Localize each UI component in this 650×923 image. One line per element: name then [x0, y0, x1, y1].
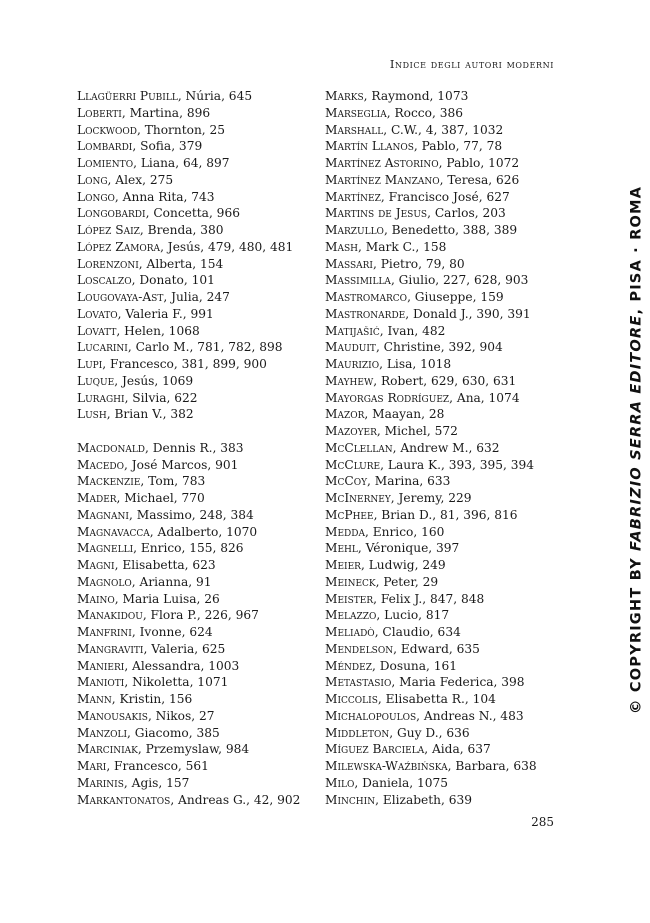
index-entry — [77, 105, 322, 122]
author-surname: Michalopoulos — [325, 708, 417, 723]
running-header: Indice degli autori moderni — [389, 57, 554, 71]
index-entry — [77, 607, 322, 624]
author-details: , Daniela, 1075 — [354, 775, 449, 790]
index-entry — [325, 741, 570, 758]
author-surname: Marshall — [325, 122, 384, 137]
index-entry — [325, 155, 570, 172]
index-entry — [325, 658, 570, 675]
author-details: , Agis, 157 — [123, 775, 190, 790]
author-details: , Aida, 637 — [424, 742, 491, 757]
index-entry — [77, 406, 322, 423]
author-details: , Silvia, 622 — [124, 390, 198, 405]
author-surname: Lombardi — [77, 139, 133, 154]
copyright-suffix: , PISA · ROMA — [627, 185, 645, 315]
author-surname: Magnavacca — [77, 524, 150, 539]
index-entry — [325, 540, 570, 557]
author-surname: Mazor — [325, 407, 365, 422]
author-surname: McCoy — [325, 474, 368, 489]
index-entry — [77, 289, 322, 306]
author-details: , Nikos, 27 — [147, 708, 215, 723]
author-surname: Matijašić — [325, 323, 380, 338]
index-entry — [325, 289, 570, 306]
author-surname: Medda — [325, 524, 365, 539]
index-entry — [77, 272, 322, 289]
author-details: , Przemyslaw, 984 — [137, 742, 250, 757]
index-entry — [77, 88, 322, 105]
index-entry — [325, 792, 570, 809]
index-entry — [325, 457, 570, 474]
author-details: , Ivan, 482 — [379, 323, 446, 338]
author-surname: McClure — [325, 457, 381, 472]
index-entry — [77, 524, 322, 541]
author-surname: Mader — [77, 491, 117, 505]
author-surname: Lorenzoni — [77, 256, 139, 271]
index-entry — [325, 172, 570, 189]
author-surname: Magnani — [77, 507, 129, 522]
index-entry — [77, 691, 322, 708]
author-details: , Pablo, 1072 — [438, 156, 520, 170]
index-entry — [77, 641, 322, 658]
author-details: , Lisa, 1018 — [379, 357, 452, 371]
author-details: , Peter, 29 — [375, 574, 439, 589]
index-entry — [325, 557, 570, 574]
index-entry — [77, 792, 322, 809]
author-surname: Martínez Astorino — [325, 156, 439, 170]
author-details: , Alex, 275 — [107, 172, 174, 187]
author-details: , Ana, 1074 — [449, 390, 520, 405]
index-entry — [325, 641, 570, 658]
index-entry — [325, 138, 570, 155]
author-surname: Magni — [77, 558, 115, 572]
author-details: , Massimo, 248, 384 — [128, 507, 254, 522]
author-details: , Guy D., 636 — [389, 725, 470, 740]
author-details: , Brian D., 81, 396, 816 — [373, 507, 518, 522]
author-surname: Massimilla — [325, 273, 391, 288]
author-details: , Andreas N., 483 — [416, 708, 524, 723]
index-entry — [77, 540, 322, 557]
author-surname: Manakidou — [77, 608, 143, 623]
author-details: , Arianna, 91 — [131, 574, 212, 589]
index-entry — [325, 205, 570, 222]
index-entry — [77, 557, 322, 574]
author-details: , Martina, 896 — [121, 105, 211, 120]
author-surname: Mastronarde — [325, 306, 406, 321]
index-entry — [325, 574, 570, 591]
index-entry — [325, 339, 570, 356]
author-details: , Donato, 101 — [131, 273, 215, 288]
index-entry — [77, 306, 322, 323]
author-surname: Mash — [325, 239, 358, 254]
author-surname: Macdonald — [77, 440, 146, 455]
author-surname: Lush — [77, 407, 107, 422]
author-details: , Kristin, 156 — [111, 692, 193, 706]
copyright-publisher: FABRIZIO SERRA EDITORE — [627, 314, 645, 551]
section-gap — [77, 423, 322, 440]
author-surname: Manfrini — [77, 625, 132, 639]
author-surname: Loscalzo — [77, 273, 132, 288]
author-details: , Brenda, 380 — [139, 223, 224, 237]
author-surname: Longobardi — [77, 206, 146, 221]
page-number: 285 — [531, 815, 554, 829]
author-details: , Julia, 247 — [163, 290, 230, 304]
author-details: , Benedetto, 388, 389 — [383, 223, 518, 237]
index-entry — [77, 222, 322, 239]
index-entry — [325, 624, 570, 641]
author-details: , Elisabetta R., 104 — [377, 692, 496, 706]
author-surname: Martín Llanos — [325, 139, 414, 154]
author-surname: Míguez Barciela — [325, 742, 425, 757]
author-details: , Raymond, 1073 — [363, 89, 469, 103]
author-surname: Mendelson — [325, 641, 394, 656]
author-details: , Carlo M., 781, 782, 898 — [127, 340, 283, 355]
author-details: , Francesco, 561 — [106, 759, 209, 773]
author-details: , Giacomo, 385 — [127, 725, 220, 740]
author-details: , Pablo, 77, 78 — [413, 139, 503, 154]
author-surname: Mayhew — [325, 373, 374, 388]
index-entry — [325, 122, 570, 139]
author-details: , Felix J., 847, 848 — [373, 591, 485, 606]
author-surname: Manousakis — [77, 708, 148, 723]
index-entry — [77, 172, 322, 189]
author-details: , Marina, 633 — [367, 474, 451, 489]
author-details: , Jesús, 479, 480, 481 — [160, 239, 294, 254]
author-surname: Mayorgas Rodríguez — [325, 390, 450, 405]
index-entry — [77, 624, 322, 641]
author-surname: Mehl — [325, 541, 358, 556]
author-surname: Lucarini — [77, 340, 128, 355]
author-details: , José Marcos, 901 — [124, 457, 239, 472]
author-details: , Jesús, 1069 — [114, 373, 194, 388]
author-surname: Lockwood — [77, 122, 137, 137]
author-details: , Barbara, 638 — [447, 759, 537, 773]
index-entry — [325, 691, 570, 708]
index-entry — [77, 356, 322, 373]
author-surname: Markantonatos — [77, 792, 171, 807]
author-surname: Maurizio — [325, 357, 380, 371]
author-details: , Teresa, 626 — [439, 172, 520, 187]
index-entry — [325, 524, 570, 541]
author-details: , Anna Rita, 743 — [114, 189, 215, 204]
index-entry — [325, 607, 570, 624]
author-surname: McClellan — [325, 440, 393, 455]
author-details: , Francisco José, 627 — [380, 189, 510, 204]
index-entry — [77, 574, 322, 591]
index-entry — [77, 239, 322, 256]
author-surname: Marzullo — [325, 223, 384, 237]
index-entry — [77, 658, 322, 675]
author-surname: López Zamora — [77, 239, 161, 254]
author-details: , Helen, 1068 — [116, 323, 200, 338]
author-surname: Lougovaya-Ast — [77, 290, 164, 304]
index-entry — [325, 272, 570, 289]
index-entry — [325, 323, 570, 340]
author-surname: Mazoyer — [325, 424, 377, 438]
index-entry — [77, 775, 322, 792]
author-details: , Ludwig, 249 — [360, 558, 446, 572]
author-surname: Méndez — [325, 658, 372, 673]
author-surname: Meliadò — [325, 625, 375, 639]
author-details: , Edward, 635 — [393, 641, 480, 656]
author-details: , Laura K., 393, 395, 394 — [380, 457, 535, 472]
author-details: , Francesco, 381, 899, 900 — [102, 357, 267, 371]
author-surname: Mauduit — [325, 340, 376, 355]
author-surname: Mastromarco — [325, 290, 408, 304]
author-surname: Milo — [325, 775, 355, 790]
index-entry — [77, 674, 322, 691]
author-details: , Valeria F., 991 — [117, 306, 214, 321]
author-surname: Middleton — [325, 725, 390, 740]
index-entry — [325, 239, 570, 256]
author-surname: Long — [77, 172, 108, 187]
index-entry — [325, 373, 570, 390]
author-surname: Martínez — [325, 189, 381, 204]
index-entry — [77, 507, 322, 524]
author-details: , Nikoletta, 1071 — [124, 675, 229, 690]
author-surname: Luque — [77, 373, 115, 388]
author-surname: Mackenzie — [77, 474, 141, 489]
author-details: , Pietro, 79, 80 — [372, 256, 465, 271]
author-details: , Alberta, 154 — [138, 256, 224, 271]
index-entry — [325, 306, 570, 323]
author-details: , Liana, 64, 897 — [133, 156, 230, 170]
author-surname: Marseglia — [325, 105, 387, 120]
author-details: , Robert, 629, 630, 631 — [373, 373, 517, 388]
index-entry — [325, 88, 570, 105]
author-details: , Thornton, 25 — [136, 122, 226, 137]
author-surname: Metastasio — [325, 675, 392, 690]
author-details: , Adalberto, 1070 — [149, 524, 258, 539]
author-details: , Dennis R., 383 — [145, 440, 244, 455]
index-entry — [325, 507, 570, 524]
author-details: , Michael, 770 — [116, 491, 205, 505]
author-details: , Carlos, 203 — [427, 206, 506, 221]
author-surname: Marks — [325, 89, 364, 103]
author-surname: Minchin — [325, 792, 376, 807]
index-entry — [325, 189, 570, 206]
author-details: , Maria Federica, 398 — [391, 675, 525, 690]
index-entry — [325, 775, 570, 792]
index-entry — [325, 356, 570, 373]
index-entry — [77, 741, 322, 758]
index-entry — [325, 256, 570, 273]
index-entry — [77, 440, 322, 457]
author-surname: Luraghi — [77, 390, 125, 405]
author-surname: Mann — [77, 692, 112, 706]
index-entry — [325, 674, 570, 691]
author-surname: López Saiz — [77, 223, 140, 237]
author-surname: Lovatt — [77, 323, 117, 338]
author-surname: McPhee — [325, 507, 374, 522]
author-details: , Véronique, 397 — [357, 541, 460, 556]
author-surname: Milewska-Waźbińska — [325, 759, 448, 773]
author-details: , Andreas G., 42, 902 — [170, 792, 301, 807]
author-details: , C.W., 4, 387, 1032 — [383, 122, 504, 137]
index-entry — [77, 457, 322, 474]
author-details: , Sofia, 379 — [132, 139, 203, 154]
author-surname: Miccolis — [325, 692, 378, 706]
index-entry — [77, 323, 322, 340]
author-surname: Lovato — [77, 306, 118, 321]
author-surname: McInerney — [325, 491, 391, 505]
author-surname: Maino — [77, 591, 115, 606]
author-surname: Mari — [77, 759, 107, 773]
author-details: , Elizabeth, 639 — [375, 792, 472, 807]
author-surname: Martins de Jesus — [325, 206, 428, 221]
author-surname: Magnolo — [77, 574, 132, 589]
author-details: , Christine, 392, 904 — [375, 340, 503, 355]
index-entry — [325, 423, 570, 440]
index-entry — [77, 725, 322, 742]
author-surname: Martínez Manzano — [325, 172, 440, 187]
index-entry — [325, 490, 570, 507]
author-details: , Donald J., 390, 391 — [405, 306, 531, 321]
author-details: , Núria, 645 — [177, 89, 253, 103]
index-entry — [77, 122, 322, 139]
author-surname: Longo — [77, 189, 115, 204]
author-details: , Rocco, 386 — [386, 105, 463, 120]
index-entry — [325, 725, 570, 742]
author-surname: Marinis — [77, 775, 124, 790]
author-details: , Elisabetta, 623 — [114, 558, 216, 572]
author-details: , Tom, 783 — [140, 474, 206, 489]
index-entry — [77, 758, 322, 775]
index-entry — [325, 105, 570, 122]
copyright-notice — [628, 186, 645, 714]
index-column-left — [77, 88, 322, 808]
index-entry — [77, 256, 322, 273]
author-surname: Magnelli — [77, 541, 134, 556]
author-details: , Maayan, 28 — [364, 407, 445, 422]
author-details: , Alessandra, 1003 — [124, 658, 240, 673]
index-entry — [77, 339, 322, 356]
author-details: , Concetta, 966 — [145, 206, 240, 221]
index-entry — [77, 155, 322, 172]
author-details: , Maria Luisa, 26 — [114, 591, 220, 606]
author-surname: Manzoli — [77, 725, 128, 740]
index-entry — [325, 591, 570, 608]
index-entry — [77, 708, 322, 725]
author-details: , Jeremy, 229 — [390, 491, 472, 505]
author-details: , Valeria, 625 — [143, 641, 226, 656]
author-surname: Manieri — [77, 658, 125, 673]
index-entry — [325, 758, 570, 775]
author-details: , Enrico, 160 — [364, 524, 445, 539]
author-details: , Mark C., 158 — [358, 239, 447, 254]
index-entry — [77, 205, 322, 222]
index-entry — [77, 373, 322, 390]
author-surname: Meister — [325, 591, 374, 606]
index-entry — [77, 138, 322, 155]
index-entry — [77, 490, 322, 507]
index-entry — [325, 708, 570, 725]
index-entry — [77, 473, 322, 490]
author-details: , Andrew M., 632 — [392, 440, 500, 455]
author-details: , Claudio, 634 — [374, 625, 461, 639]
author-surname: Lomiento — [77, 156, 134, 170]
author-surname: Lupi — [77, 357, 103, 371]
author-surname: Meineck — [325, 574, 376, 589]
author-details: , Dosuna, 161 — [371, 658, 458, 673]
author-details: , Michel, 572 — [376, 424, 458, 438]
index-entry — [77, 189, 322, 206]
author-surname: Massari — [325, 256, 373, 271]
index-entry — [77, 591, 322, 608]
index-entry — [325, 406, 570, 423]
author-details: , Flora P., 226, 967 — [142, 608, 259, 623]
index-entry — [325, 222, 570, 239]
author-surname: Llagüerri Pubill — [77, 89, 178, 103]
index-entry — [325, 390, 570, 407]
author-details: , Brian V., 382 — [106, 407, 194, 422]
author-surname: Mangraviti — [77, 641, 144, 656]
index-entry — [325, 473, 570, 490]
author-details: , Giulio, 227, 628, 903 — [390, 273, 529, 288]
copyright-prefix: © COPYRIGHT BY — [627, 550, 645, 715]
author-details: , Enrico, 155, 826 — [133, 541, 244, 556]
index-entry — [325, 440, 570, 457]
author-surname: Macedo — [77, 457, 125, 472]
author-surname: Marciniak — [77, 742, 138, 757]
author-surname: Loberti — [77, 105, 122, 120]
author-surname: Meier — [325, 558, 361, 572]
author-details: , Lucio, 817 — [376, 608, 450, 623]
index-entry — [77, 390, 322, 407]
author-details: , Giuseppe, 159 — [407, 290, 504, 304]
author-surname: Melazzo — [325, 608, 377, 623]
index-column-right — [325, 88, 570, 808]
author-surname: Manioti — [77, 675, 125, 690]
author-details: , Ivonne, 624 — [131, 625, 213, 639]
